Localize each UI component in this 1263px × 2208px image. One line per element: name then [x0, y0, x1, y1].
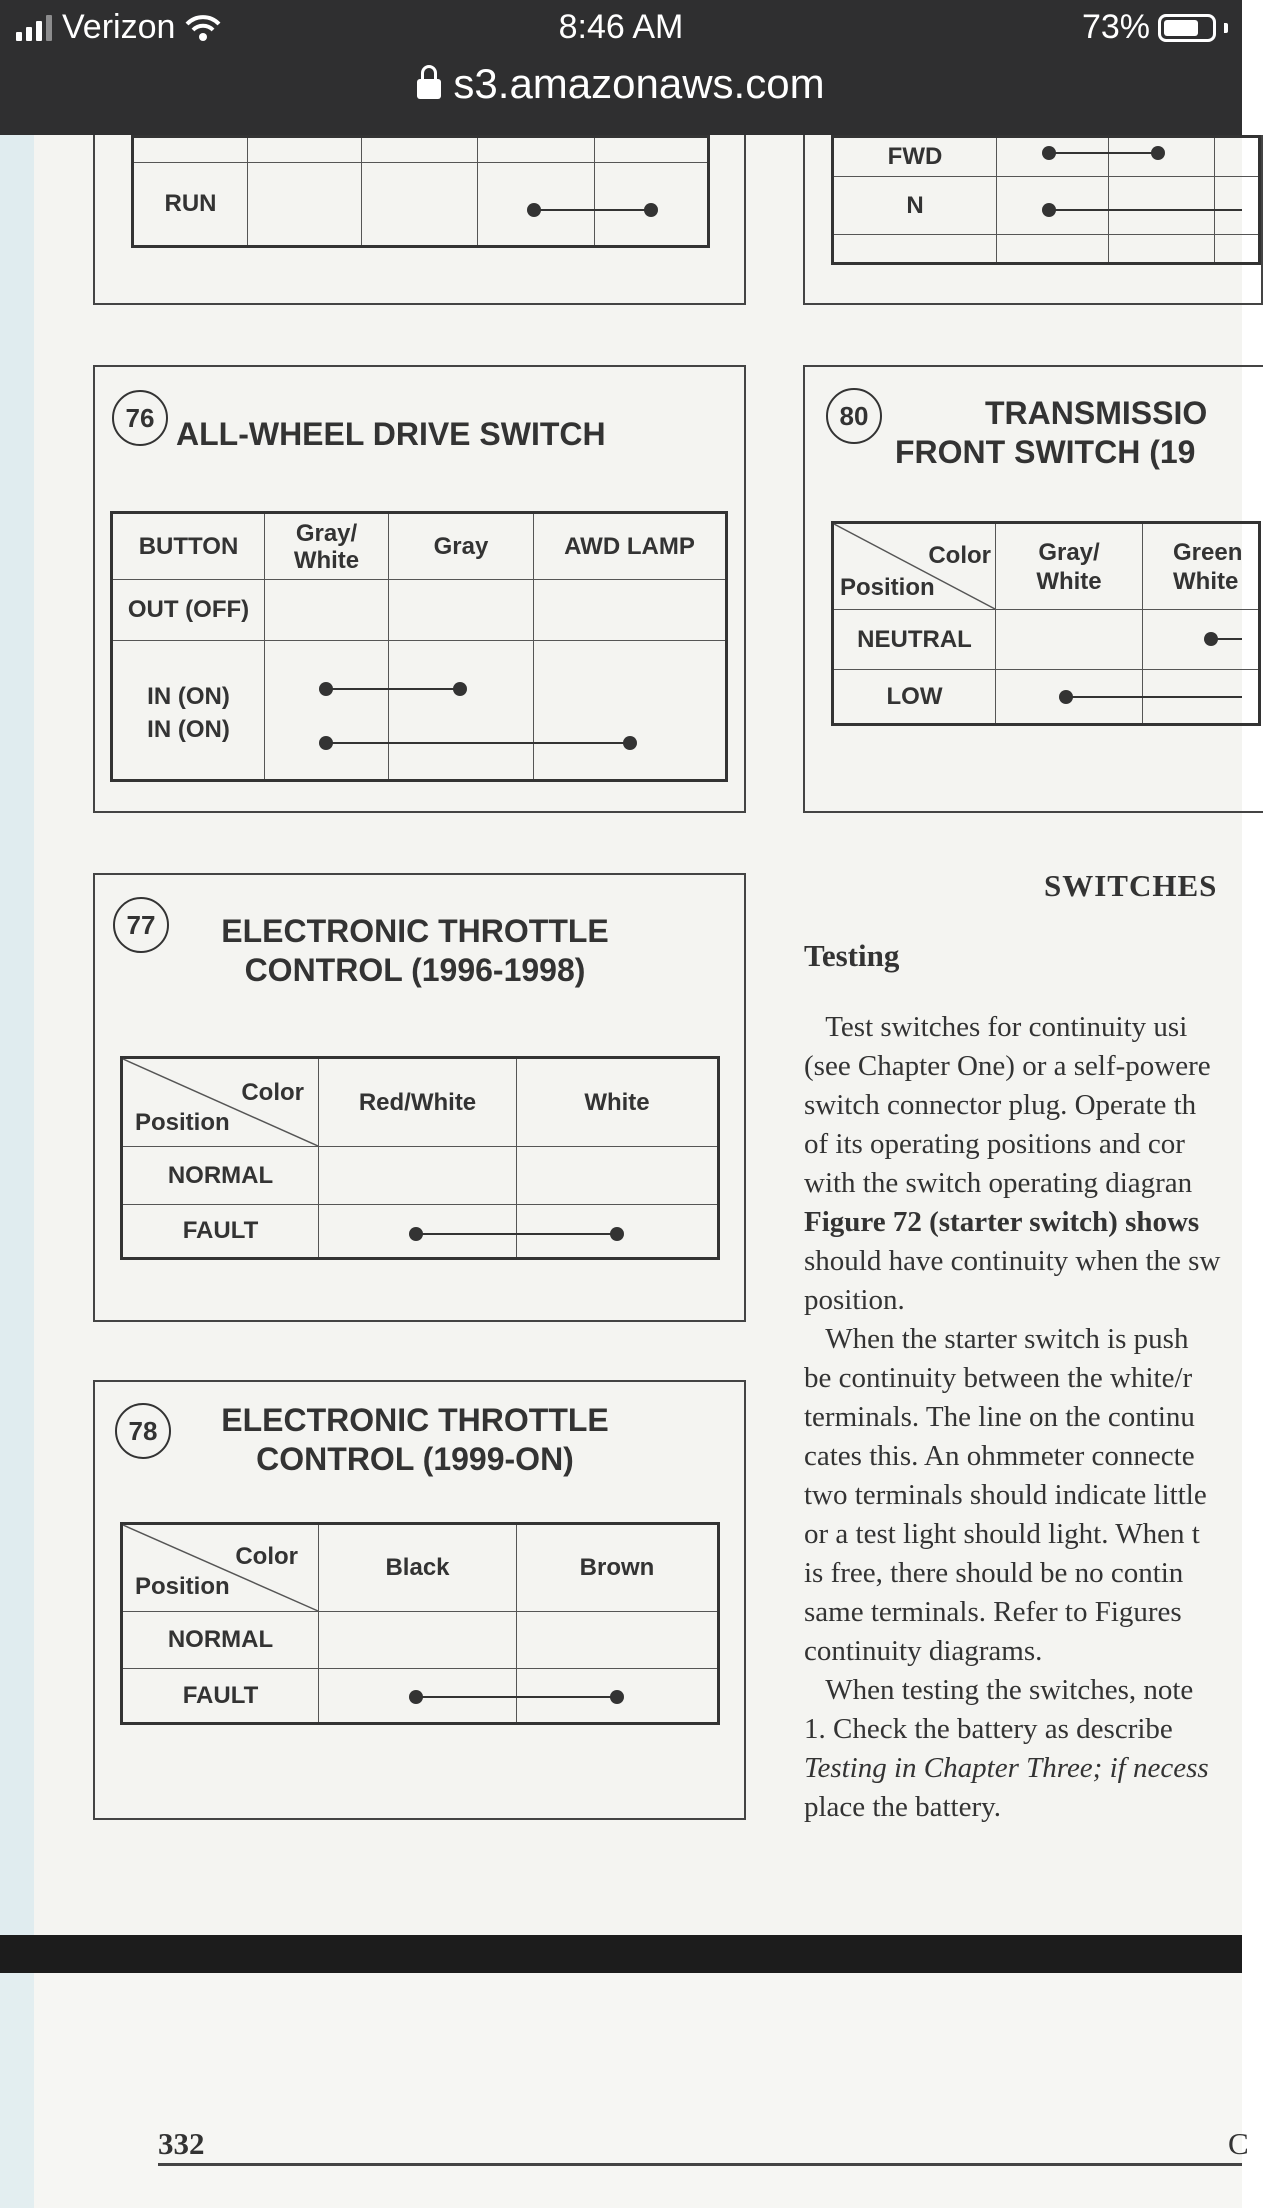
body-line: with the switch operating diagran	[804, 1167, 1193, 1199]
header-position: Position	[840, 574, 935, 601]
figure-77-title	[190, 912, 640, 990]
figure-80-title-line2: FRONT SWITCH (19	[895, 434, 1196, 470]
body-line: 1. Check the battery as describe	[804, 1713, 1173, 1745]
address-bar[interactable]	[0, 60, 1242, 108]
body-line: Figure 72 (starter switch) shows	[804, 1206, 1200, 1238]
body-line: of its operating positions and cor	[804, 1128, 1185, 1160]
row-in-on-1: IN (ON)	[147, 683, 230, 710]
header-button: BUTTON	[112, 513, 265, 580]
body-line: continuity diagrams.	[804, 1635, 1043, 1667]
body-line: same terminals. Refer to Figures	[804, 1596, 1182, 1628]
body-line: place the battery.	[804, 1791, 1001, 1823]
figure-number-76: 76	[112, 390, 168, 446]
row-fault: FAULT	[122, 1205, 319, 1259]
figure-77-title-line2: CONTROL (1996-1998)	[244, 952, 586, 988]
figure-top-right-table	[831, 135, 1261, 265]
header-position: Position	[135, 1573, 230, 1600]
body-line: terminals. The line on the continu	[804, 1401, 1195, 1433]
header-color: Color	[235, 1543, 298, 1570]
body-line: When the starter switch is push	[804, 1323, 1189, 1355]
body-line: cates this. An ohmmeter connecte	[804, 1440, 1195, 1472]
footer-rule	[158, 2163, 1242, 2166]
body-line: Testing in Chapter Three; if necess	[804, 1752, 1209, 1784]
header-color: Color	[928, 542, 991, 569]
header-position: Position	[135, 1109, 230, 1136]
next-page	[0, 1973, 1242, 2208]
battery-indicator	[1082, 8, 1228, 47]
body-line: position.	[804, 1284, 905, 1316]
figure-76-title: ALL-WHEEL DRIVE SWITCH	[176, 416, 606, 452]
header-gray-white: Gray/ White	[265, 513, 389, 580]
figure-77-title-line1: ELECTRONIC THROTTLE	[221, 913, 609, 949]
row-label-n: N	[833, 177, 997, 235]
url-text: s3.amazonaws.com	[453, 60, 825, 107]
battery-percent: 73%	[1081, 8, 1150, 46]
row-normal: NORMAL	[122, 1147, 319, 1205]
header-green-white: Green White	[1143, 523, 1260, 610]
figure-78-table	[120, 1522, 720, 1725]
header-gray: Gray	[389, 513, 534, 580]
row-normal: NORMAL	[122, 1612, 319, 1669]
row-neutral: NEUTRAL	[833, 610, 996, 670]
header-color-position	[122, 1058, 319, 1147]
body-line: two terminals should indicate little	[804, 1479, 1207, 1511]
figure-number-80: 80	[826, 388, 882, 444]
clock: 8:46 AM	[558, 8, 684, 46]
row-in-on-2: IN (ON)	[147, 716, 230, 743]
body-line: or a test light should light. When t	[804, 1518, 1200, 1550]
body-line: be continuity between the white/r	[804, 1362, 1193, 1394]
body-line: When testing the switches, note	[804, 1674, 1194, 1706]
header-gray-white: Gray/ White	[996, 523, 1143, 610]
header-black: Black	[319, 1524, 517, 1612]
figure-80-title	[895, 394, 1242, 472]
row-out-off: OUT (OFF)	[112, 580, 265, 641]
header-color-position	[833, 523, 996, 610]
page-number: 332	[158, 2126, 205, 2161]
battery-icon	[1158, 14, 1216, 42]
page-separator	[0, 1935, 1242, 1973]
footer-right-fragment: C	[1228, 2126, 1249, 2161]
figure-top-left-table	[131, 135, 710, 248]
row-low: LOW	[833, 670, 996, 725]
subheading: Testing	[804, 938, 900, 973]
figure-77-table	[120, 1056, 720, 1260]
figure-78-title-line1: ELECTRONIC THROTTLE	[221, 1402, 609, 1438]
section-heading: SWITCHES	[1044, 868, 1218, 903]
body-line: is free, there should be no contin	[804, 1557, 1184, 1589]
figure-78-title	[190, 1401, 640, 1479]
figure-number-78: 78	[115, 1403, 171, 1459]
status-bar	[0, 0, 1242, 135]
header-color: Color	[241, 1079, 304, 1106]
page-edge	[0, 1973, 34, 2208]
header-awd-lamp: AWD LAMP	[534, 513, 727, 580]
header-color-position	[122, 1524, 319, 1612]
row-fault: FAULT	[122, 1669, 319, 1724]
figure-78-title-line2: CONTROL (1999-ON)	[256, 1441, 574, 1477]
body-line: Test switches for continuity usi	[804, 1011, 1188, 1043]
figure-80-table	[831, 521, 1261, 726]
row-label: RUN	[133, 163, 248, 247]
body-line: (see Chapter One) or a self-powere	[804, 1050, 1211, 1082]
body-text	[804, 1008, 1244, 1827]
header-red-white: Red/White	[319, 1058, 517, 1147]
figure-number-77: 77	[113, 897, 169, 953]
figure-80-title-line1: TRANSMISSIO	[985, 395, 1208, 431]
carrier-name: Verizon	[62, 8, 176, 46]
body-line: should have continuity when the sw	[804, 1245, 1221, 1277]
body-line: switch connector plug. Operate th	[804, 1089, 1197, 1121]
row-label-fwd: FWD	[833, 137, 997, 177]
row-in-on	[112, 641, 265, 781]
figure-76-table	[110, 511, 728, 782]
header-white: White	[517, 1058, 719, 1147]
page-edge	[0, 135, 34, 1935]
lock-icon	[417, 79, 441, 99]
header-brown: Brown	[517, 1524, 719, 1612]
